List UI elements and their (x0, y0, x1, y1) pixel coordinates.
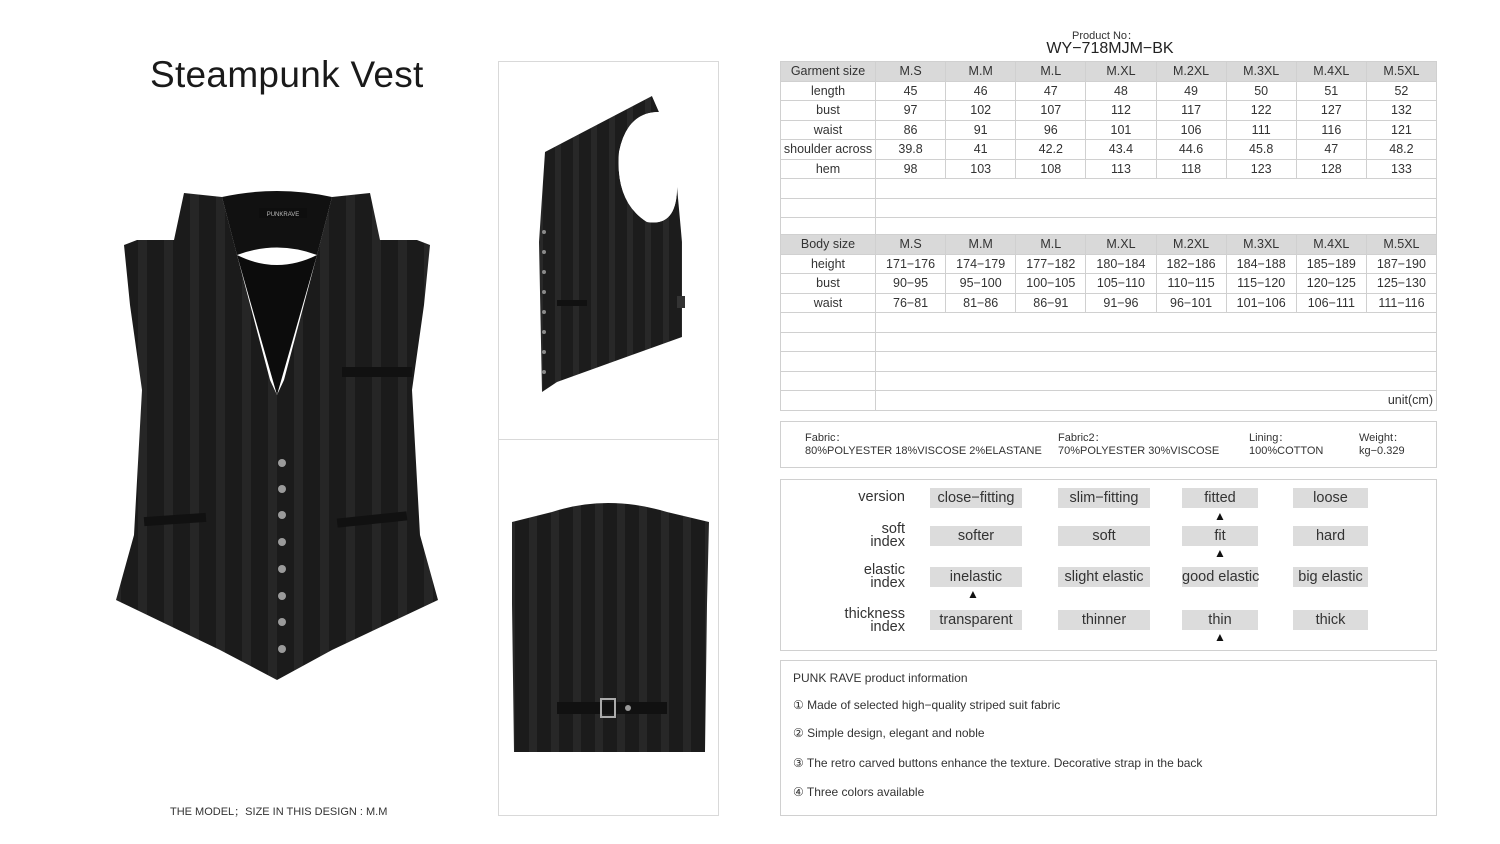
empty-cell (876, 371, 1437, 391)
soft-index-label (775, 523, 905, 549)
empty-table-row (781, 371, 1437, 391)
empty-cell (876, 313, 1437, 333)
table-header-cell: M.2XL (1156, 235, 1226, 255)
empty-table-row (781, 313, 1437, 333)
back-vest-image (507, 494, 712, 756)
table-cell: 101−106 (1226, 293, 1296, 313)
version-option-close-fitting: close−fitting (930, 488, 1022, 508)
empty-table-row (781, 352, 1437, 372)
thickness-index-label (775, 608, 905, 634)
thickness-option-transparent: transparent (930, 610, 1022, 630)
empty-cell (781, 179, 876, 199)
table-cell: 185−189 (1296, 254, 1366, 274)
table-header-cell: M.L (1016, 235, 1086, 255)
fabric1-info (805, 432, 1042, 458)
table-row (781, 101, 1437, 121)
table-row (781, 293, 1437, 313)
table-cell: 101 (1086, 120, 1156, 140)
table-header-cell: M.2XL (1156, 62, 1226, 82)
soft-option-hard: hard (1293, 526, 1368, 546)
detail-photo-frame (498, 61, 719, 816)
table-header-cell: M.M (946, 235, 1016, 255)
table-cell: 96−101 (1156, 293, 1226, 313)
table-cell: 81−86 (946, 293, 1016, 313)
soft-index-label-line1: soft (881, 521, 905, 537)
table-row (781, 254, 1437, 274)
table-header-cell: M.3XL (1226, 62, 1296, 82)
table-row (781, 159, 1437, 179)
table-header-cell: M.S (876, 235, 946, 255)
table-cell: 174−179 (946, 254, 1016, 274)
fabric2-label: Fabric2： (1058, 432, 1106, 444)
table-cell: 102 (946, 101, 1016, 121)
table-cell: shoulder across (781, 140, 876, 160)
thickness-option-thick: thick (1293, 610, 1368, 630)
front-vest-image (112, 185, 442, 690)
elastic-option-slight-elastic: slight elastic (1058, 567, 1150, 587)
table-cell: 103 (946, 159, 1016, 179)
model-size-note: THE MODEL；SIZE IN THIS DESIGN : M.M (170, 806, 388, 818)
lining-label: Lining： (1249, 432, 1290, 444)
table-cell: 95−100 (946, 274, 1016, 294)
version-option-slim-fitting: slim−fitting (1058, 488, 1150, 508)
table-cell: 107 (1016, 101, 1086, 121)
empty-cell (781, 198, 876, 218)
table-cell: 100−105 (1016, 274, 1086, 294)
unit-label: unit(cm) (876, 391, 1437, 411)
table-header-cell: M.5XL (1366, 62, 1436, 82)
table-cell: 106 (1156, 120, 1226, 140)
fabric2-info (1058, 432, 1219, 458)
table-header-cell: M.XL (1086, 62, 1156, 82)
table-cell: 106−111 (1296, 293, 1366, 313)
table-cell: 182−186 (1156, 254, 1226, 274)
table-cell: 132 (1366, 101, 1436, 121)
table-cell: 116 (1296, 120, 1366, 140)
elastic-index-label-line1: elastic (863, 562, 905, 578)
table-row (781, 120, 1437, 140)
table-cell: 187−190 (1366, 254, 1436, 274)
table-cell: 98 (876, 159, 946, 179)
table-cell: 49 (1156, 81, 1226, 101)
table-cell: 96 (1016, 120, 1086, 140)
fabric2-value: 70%POLYESTER 30%VISCOSE (1058, 445, 1220, 457)
soft-index-label-line2: index (870, 534, 905, 550)
table-cell: bust (781, 101, 876, 121)
table-cell: hem (781, 159, 876, 179)
elastic-index-label (775, 564, 905, 590)
table-header-cell: Garment size (781, 62, 876, 82)
empty-table-row (781, 198, 1437, 218)
table-row (781, 140, 1437, 160)
table-header-cell: M.3XL (1226, 235, 1296, 255)
table-cell: 91−96 (1086, 293, 1156, 313)
elastic-option-inelastic: inelastic (930, 567, 1022, 587)
product-number: WY−718MJM−BK (1046, 40, 1174, 57)
empty-cell (876, 198, 1437, 218)
table-cell: 171−176 (876, 254, 946, 274)
table-cell: 39.8 (876, 140, 946, 160)
table-cell: 48 (1086, 81, 1156, 101)
table-cell: 43.4 (1086, 140, 1156, 160)
table-cell: 50 (1226, 81, 1296, 101)
product-info-line-4: ④ Three colors available (793, 785, 925, 799)
table-cell: 42.2 (1016, 140, 1086, 160)
table-cell: length (781, 81, 876, 101)
product-info-line-1: ① Made of selected high−quality striped suit fabric (793, 698, 1061, 712)
table-header-cell: M.S (876, 62, 946, 82)
soft-option-soft: soft (1058, 526, 1150, 546)
table-cell: 111 (1226, 120, 1296, 140)
table-row (781, 274, 1437, 294)
table-cell: 122 (1226, 101, 1296, 121)
table-cell: 117 (1156, 101, 1226, 121)
table-cell: 125−130 (1366, 274, 1436, 294)
table-cell: 105−110 (1086, 274, 1156, 294)
table-cell: 180−184 (1086, 254, 1156, 274)
table-cell: 48.2 (1366, 140, 1436, 160)
product-number-label: Product No： (1071, 30, 1139, 42)
table-header-cell: M.XL (1086, 235, 1156, 255)
table-cell: 52 (1366, 81, 1436, 101)
table-cell: 127 (1296, 101, 1366, 121)
table-cell: waist (781, 293, 876, 313)
brand-label: PUNKRAVE (266, 212, 300, 218)
table-cell: 45 (876, 81, 946, 101)
table-cell: 108 (1016, 159, 1086, 179)
table-cell: waist (781, 120, 876, 140)
table-cell: 112 (1086, 101, 1156, 121)
product-info-box (780, 660, 1437, 816)
empty-table-row (781, 179, 1437, 199)
empty-cell (876, 352, 1437, 372)
table-cell: 45.8 (1226, 140, 1296, 160)
table-cell: 184−188 (1226, 254, 1296, 274)
table-header-cell: Body size (781, 235, 876, 255)
table-header-cell: M.L (1016, 62, 1086, 82)
table-cell: bust (781, 274, 876, 294)
elastic-selected-marker-icon: ▲ (967, 587, 979, 601)
version-selected-marker-icon: ▲ (1214, 509, 1226, 523)
table-cell: 46 (946, 81, 1016, 101)
weight-info (1359, 432, 1405, 458)
elastic-index-label-line2: index (870, 575, 905, 591)
thickness-index-label-line2: index (870, 619, 905, 635)
fit-index-box (780, 479, 1437, 651)
empty-cell (876, 332, 1437, 352)
lining-info (1249, 432, 1323, 458)
table-cell: 177−182 (1016, 254, 1086, 274)
thickness-option-thinner: thinner (1058, 610, 1150, 630)
fabric1-label: Fabric： (805, 432, 847, 444)
table-cell: 97 (876, 101, 946, 121)
table-cell: 86−91 (1016, 293, 1086, 313)
empty-table-row (781, 332, 1437, 352)
soft-option-softer: softer (930, 526, 1022, 546)
table-header-cell: M.5XL (1366, 235, 1436, 255)
photo-divider (499, 439, 718, 440)
version-option-loose: loose (1293, 488, 1368, 508)
body-size-table (780, 234, 1437, 411)
fabric-info-box (780, 421, 1437, 468)
table-cell: 86 (876, 120, 946, 140)
unit-row (781, 391, 1437, 411)
soft-option-fit: fit (1182, 526, 1258, 546)
table-cell: 118 (1156, 159, 1226, 179)
table-cell: 91 (946, 120, 1016, 140)
fabric1-value: 80%POLYESTER 18%VISCOSE 2%ELASTANE (805, 445, 1042, 457)
empty-cell (876, 179, 1437, 199)
table-cell: 123 (1226, 159, 1296, 179)
product-info-line-2: ② Simple design, elegant and noble (793, 726, 985, 740)
version-label (775, 491, 905, 504)
product-title: Steampunk Vest (150, 54, 424, 95)
elastic-option-good-elastic: good elastic (1182, 569, 1260, 585)
side-vest-image (537, 92, 687, 397)
table-cell: 76−81 (876, 293, 946, 313)
empty-cell (781, 391, 876, 411)
table-row (781, 81, 1437, 101)
garment-size-table (780, 61, 1437, 238)
table-cell: 121 (1366, 120, 1436, 140)
table-cell: 113 (1086, 159, 1156, 179)
table-cell: 41 (946, 140, 1016, 160)
thickness-option-thin: thin (1182, 610, 1258, 630)
table-cell: 111−116 (1366, 293, 1436, 313)
table-cell: 47 (1016, 81, 1086, 101)
table-cell: 44.6 (1156, 140, 1226, 160)
empty-cell (781, 352, 876, 372)
version-option-fitted: fitted (1182, 488, 1258, 508)
soft-selected-marker-icon: ▲ (1214, 546, 1226, 560)
empty-cell (781, 332, 876, 352)
table-cell: 133 (1366, 159, 1436, 179)
product-info-line-3: ③ The retro carved buttons enhance the texture. Decorative strap in the back (793, 756, 1203, 770)
garment-size-header-row (781, 62, 1437, 82)
table-header-cell: M.M (946, 62, 1016, 82)
table-header-cell: M.4XL (1296, 235, 1366, 255)
thickness-selected-marker-icon: ▲ (1214, 630, 1226, 644)
table-cell: 120−125 (1296, 274, 1366, 294)
version-label-text: version (858, 489, 905, 505)
empty-cell (781, 313, 876, 333)
table-cell: 110−115 (1156, 274, 1226, 294)
weight-value: kg−0.329 (1359, 445, 1405, 457)
body-size-header-row (781, 235, 1437, 255)
product-info-title: PUNK RAVE product information (793, 671, 968, 685)
table-cell: 115−120 (1226, 274, 1296, 294)
table-header-cell: M.4XL (1296, 62, 1366, 82)
elastic-option-big-elastic: big elastic (1293, 567, 1368, 587)
empty-cell (781, 371, 876, 391)
lining-value: 100%COTTON (1249, 445, 1324, 457)
table-cell: 47 (1296, 140, 1366, 160)
table-cell: 128 (1296, 159, 1366, 179)
weight-label: Weight： (1359, 432, 1405, 444)
thickness-index-label-line1: thickness (844, 606, 905, 622)
table-cell: 51 (1296, 81, 1366, 101)
table-cell: 90−95 (876, 274, 946, 294)
table-cell: height (781, 254, 876, 274)
